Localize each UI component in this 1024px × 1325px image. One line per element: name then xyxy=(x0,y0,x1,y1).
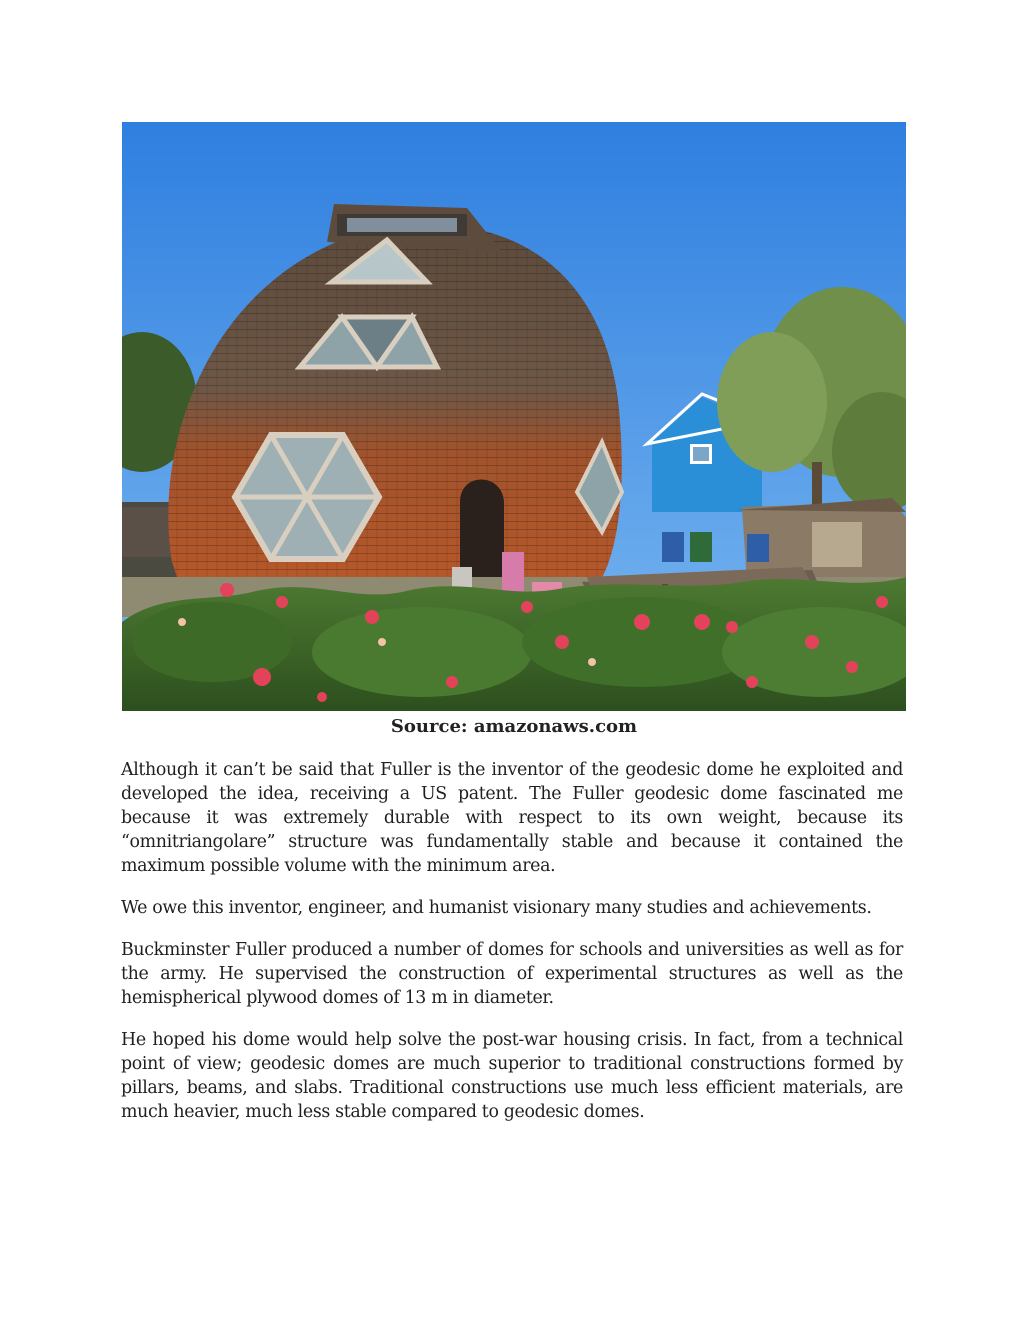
paragraph-housing-crisis: He hoped his dome would help solve the post-war housing crisis. In fact, from a technical point of view; geodesic domes are much superior to traditional constructions formed by pillars, beams, and slabs. Traditional constructions use much less efficient materials, are much heavier, much less stable compared to geodesic domes. xyxy=(121,1030,903,1122)
figure-caption: Source: amazonaws.com xyxy=(390,716,638,737)
bin-green xyxy=(690,532,712,562)
bin-blue xyxy=(662,532,684,562)
paragraph-geodesic-dome-origin: Although it can’t be said that Fuller is the inventor of the geodesic dome he exploited and developed the idea, receiving a US patent. The Fuller geodesic dome fascinated me because it was extremely durable with respect to its own weight, because its “omnitriangolare” structure was fundamentally stable and because it contained the maximum possible volume with the minimum area. xyxy=(121,760,903,876)
dome-house-illustration xyxy=(122,122,906,711)
paragraph-domes-produced: Buckminster Fuller produced a number of domes for schools and universities as well as for the army. He supervised the construction of experimental structures as well as the hemispherical plywood domes of 13 m in diameter. xyxy=(121,940,903,1008)
chair-pink xyxy=(502,552,524,592)
paragraph-inventor-achievements: We owe this inventor, engineer, and humanist visionary many studies and achievements. xyxy=(121,898,872,918)
dome-house-photo xyxy=(122,122,906,711)
flower-bushes xyxy=(122,577,906,711)
article-body xyxy=(121,758,903,1142)
